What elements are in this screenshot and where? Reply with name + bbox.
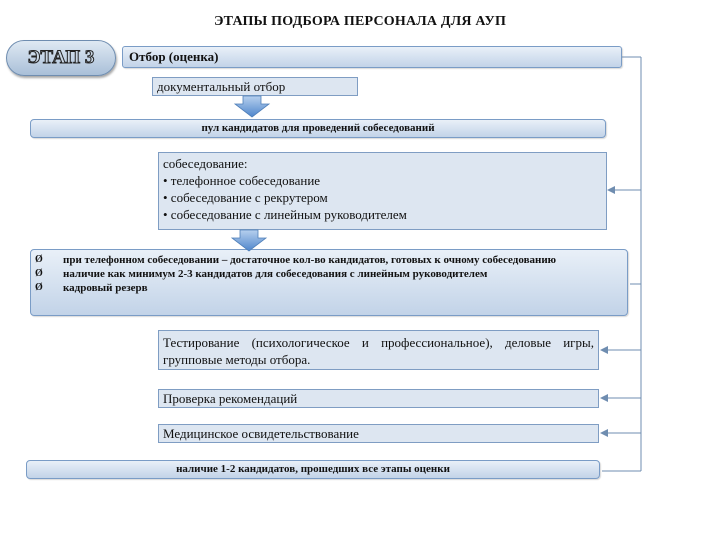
arrow-bullet-icon: Ø	[35, 282, 43, 293]
interview-item: • собеседование с линейным руководителем	[163, 207, 407, 222]
left-arrow-icon	[607, 186, 615, 194]
interview-box	[158, 152, 607, 230]
stage-heading: Отбор (оценка)	[122, 46, 622, 68]
testing-box: Тестирование (психологическое и профессиональное), деловые игры, групповые методы отбора.	[158, 330, 599, 370]
left-arrow-icon	[600, 394, 608, 402]
diagram-title: ЭТАПЫ ПОДБОРА ПЕРСОНАЛА ДЛЯ АУП	[213, 14, 507, 29]
outcome-item	[35, 281, 623, 295]
candidate-pool-bar: пул кандидатов для проведений собеседований	[30, 119, 606, 138]
outcome-text: кадровый резерв	[63, 282, 148, 294]
medical-box: Медицинское освидетельствование	[158, 424, 599, 443]
arrow-bullet-icon: Ø	[35, 254, 43, 265]
interview-item: • телефонное собеседование	[163, 173, 321, 188]
down-arrow-icon	[235, 96, 269, 117]
final-result-bar: наличие 1-2 кандидатов, прошедших все этапы оценки	[26, 460, 600, 479]
interview-title: собеседование:	[163, 156, 248, 171]
outcome-text: наличие как минимум 2-3 кандидатов для собеседования с линейным руководителем	[63, 268, 488, 280]
outcome-item	[35, 267, 623, 281]
document-selection-box: документальный отбор	[152, 77, 358, 96]
outcomes-panel	[30, 249, 628, 316]
interview-item: • собеседование с рекрутером	[163, 190, 328, 205]
outcome-text: при телефонном собеседовании – достаточное кол-во кандидатов, готовых к очному собеседованию	[63, 254, 557, 266]
references-box: Проверка рекомендаций	[158, 389, 599, 408]
stage-badge: ЭТАП 3	[6, 40, 116, 76]
down-arrow-icon	[232, 230, 266, 251]
arrow-bullet-icon: Ø	[35, 268, 43, 279]
left-arrow-icon	[600, 429, 608, 437]
left-arrow-icon	[600, 346, 608, 354]
outcome-item	[35, 253, 623, 267]
